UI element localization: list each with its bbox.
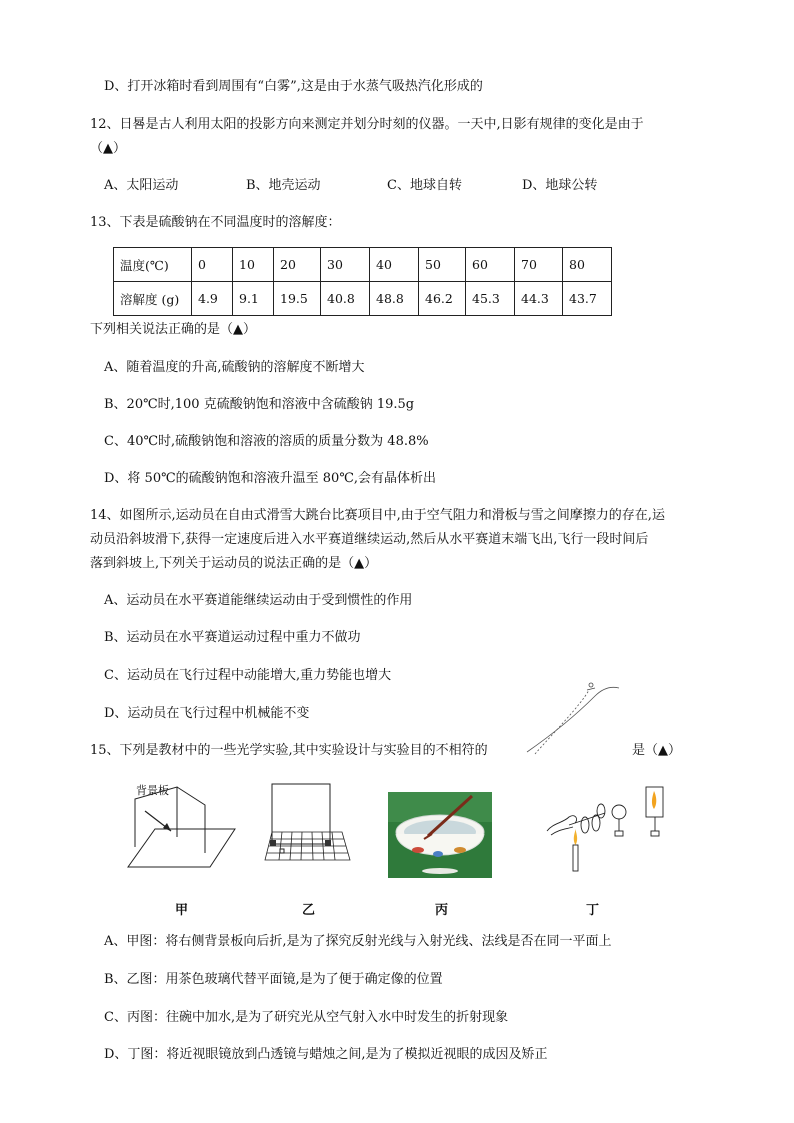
bowl-chopstick-photo — [388, 792, 492, 878]
table-cell: 30 — [321, 248, 370, 282]
table-cell: 40.8 — [321, 282, 370, 316]
q15-option-c: C、丙图：往碗中加水,是为了研究光从空气射入水中时发生的折射现象 — [104, 1010, 509, 1025]
q14-option-c: C、运动员在飞行过程中动能增大,重力势能也增大 — [104, 668, 392, 683]
q14-option-d: D、运动员在飞行过程中机械能不变 — [104, 706, 310, 721]
table-cell: 10 — [233, 248, 274, 282]
q13-option-b: B、20℃时,100 克硫酸钠饱和溶液中含硫酸钠 19.5g — [104, 397, 415, 412]
q15-stem-tail: 是（▲） — [632, 743, 681, 758]
table-cell: 43.7 — [563, 282, 612, 316]
q14-stem-line1: 14、如图所示,运动员在自由式滑雪大跳台比赛项目中,由于空气阻力和滑板与雪之间摩擦力的存在,运 — [90, 508, 665, 523]
q11-option-d: D、打开冰箱时看到周围有“白雾”,这是由于水蒸气吸热汽化形成的 — [104, 79, 483, 94]
q15-stem: 15、下列是教材中的一些光学实验,其中实验设计与实验目的不相符的 — [90, 743, 488, 758]
q14-stem-line2: 动员沿斜坡滑下,获得一定速度后进入水平赛道继续运动,然后从水平赛道末端飞出,飞行一段时间后 — [90, 532, 649, 547]
reflection-board-figure — [125, 779, 240, 871]
q13-question: 下列相关说法正确的是（▲） — [90, 322, 256, 337]
q14-stem-line3: 落到斜坡上,下列关于运动员的说法正确的是（▲） — [90, 556, 378, 571]
q15-option-b: B、乙图：用茶色玻璃代替平面镜,是为了便于确定像的位置 — [104, 972, 443, 987]
q12-option-c: C、地球自转 — [387, 178, 462, 193]
table-cell: 20 — [274, 248, 321, 282]
table-row — [114, 282, 612, 316]
table-cell: 44.3 — [515, 282, 563, 316]
q14-option-b: B、运动员在水平赛道运动过程中重力不做功 — [104, 630, 361, 645]
table-cell: 80 — [563, 248, 612, 282]
q12-option-d: D、地球公转 — [522, 178, 598, 193]
table-cell: 46.2 — [419, 282, 466, 316]
solubility-table — [113, 247, 612, 316]
table-cell: 70 — [515, 248, 563, 282]
table-cell: 50 — [419, 248, 466, 282]
table-cell: 45.3 — [466, 282, 515, 316]
table-cell: 9.1 — [233, 282, 274, 316]
table-cell: 60 — [466, 248, 515, 282]
ski-jump-figure — [525, 676, 625, 756]
q12-option-a: A、太阳运动 — [104, 178, 179, 193]
q13-option-a: A、随着温度的升高,硫酸钠的溶解度不断增大 — [104, 360, 365, 375]
q13-stem: 13、下表是硫酸钠在不同温度时的溶解度： — [90, 215, 341, 230]
q15-option-d: D、丁图：将近视眼镜放到凸透镜与蜡烛之间,是为了模拟近视眼的成因及矫正 — [104, 1047, 548, 1062]
figure-caption-bing: 丙 — [435, 903, 449, 918]
figure-caption-ding: 丁 — [586, 903, 600, 918]
figure-caption-yi: 乙 — [302, 903, 316, 918]
q13-option-d: D、将 50℃的硫酸钠饱和溶液升温至 80℃,会有晶体析出 — [104, 471, 436, 486]
q12-stem-line1: 12、日晷是古人利用太阳的投影方向来测定并划分时刻的仪器。一天中,日影有规律的变化是由于 — [90, 117, 644, 132]
board-label: 背景板 — [136, 784, 169, 797]
table-cell: 4.9 — [192, 282, 233, 316]
table-cell: 0 — [192, 248, 233, 282]
table-header-cell: 溶解度 (g) — [114, 282, 192, 316]
q14-option-a: A、运动员在水平赛道能继续运动由于受到惯性的作用 — [104, 593, 413, 608]
q15-option-a: A、甲图：将右侧背景板向后折,是为了探究反射光线与入射光线、法线是否在同一平面上 — [104, 934, 612, 949]
table-cell: 19.5 — [274, 282, 321, 316]
q12-stem-line2: （▲） — [90, 141, 126, 156]
figure-caption-jia: 甲 — [175, 903, 189, 918]
q13-option-c: C、40℃时,硫酸钠饱和溶液的溶质的质量分数为 48.8% — [104, 434, 429, 449]
glass-plate-grid-figure — [262, 782, 352, 864]
table-header-cell: 温度(℃) — [114, 248, 192, 282]
q12-option-b: B、地壳运动 — [246, 178, 321, 193]
table-row — [114, 248, 612, 282]
table-cell: 48.8 — [370, 282, 419, 316]
lens-candle-figure — [545, 783, 673, 878]
table-cell: 40 — [370, 248, 419, 282]
